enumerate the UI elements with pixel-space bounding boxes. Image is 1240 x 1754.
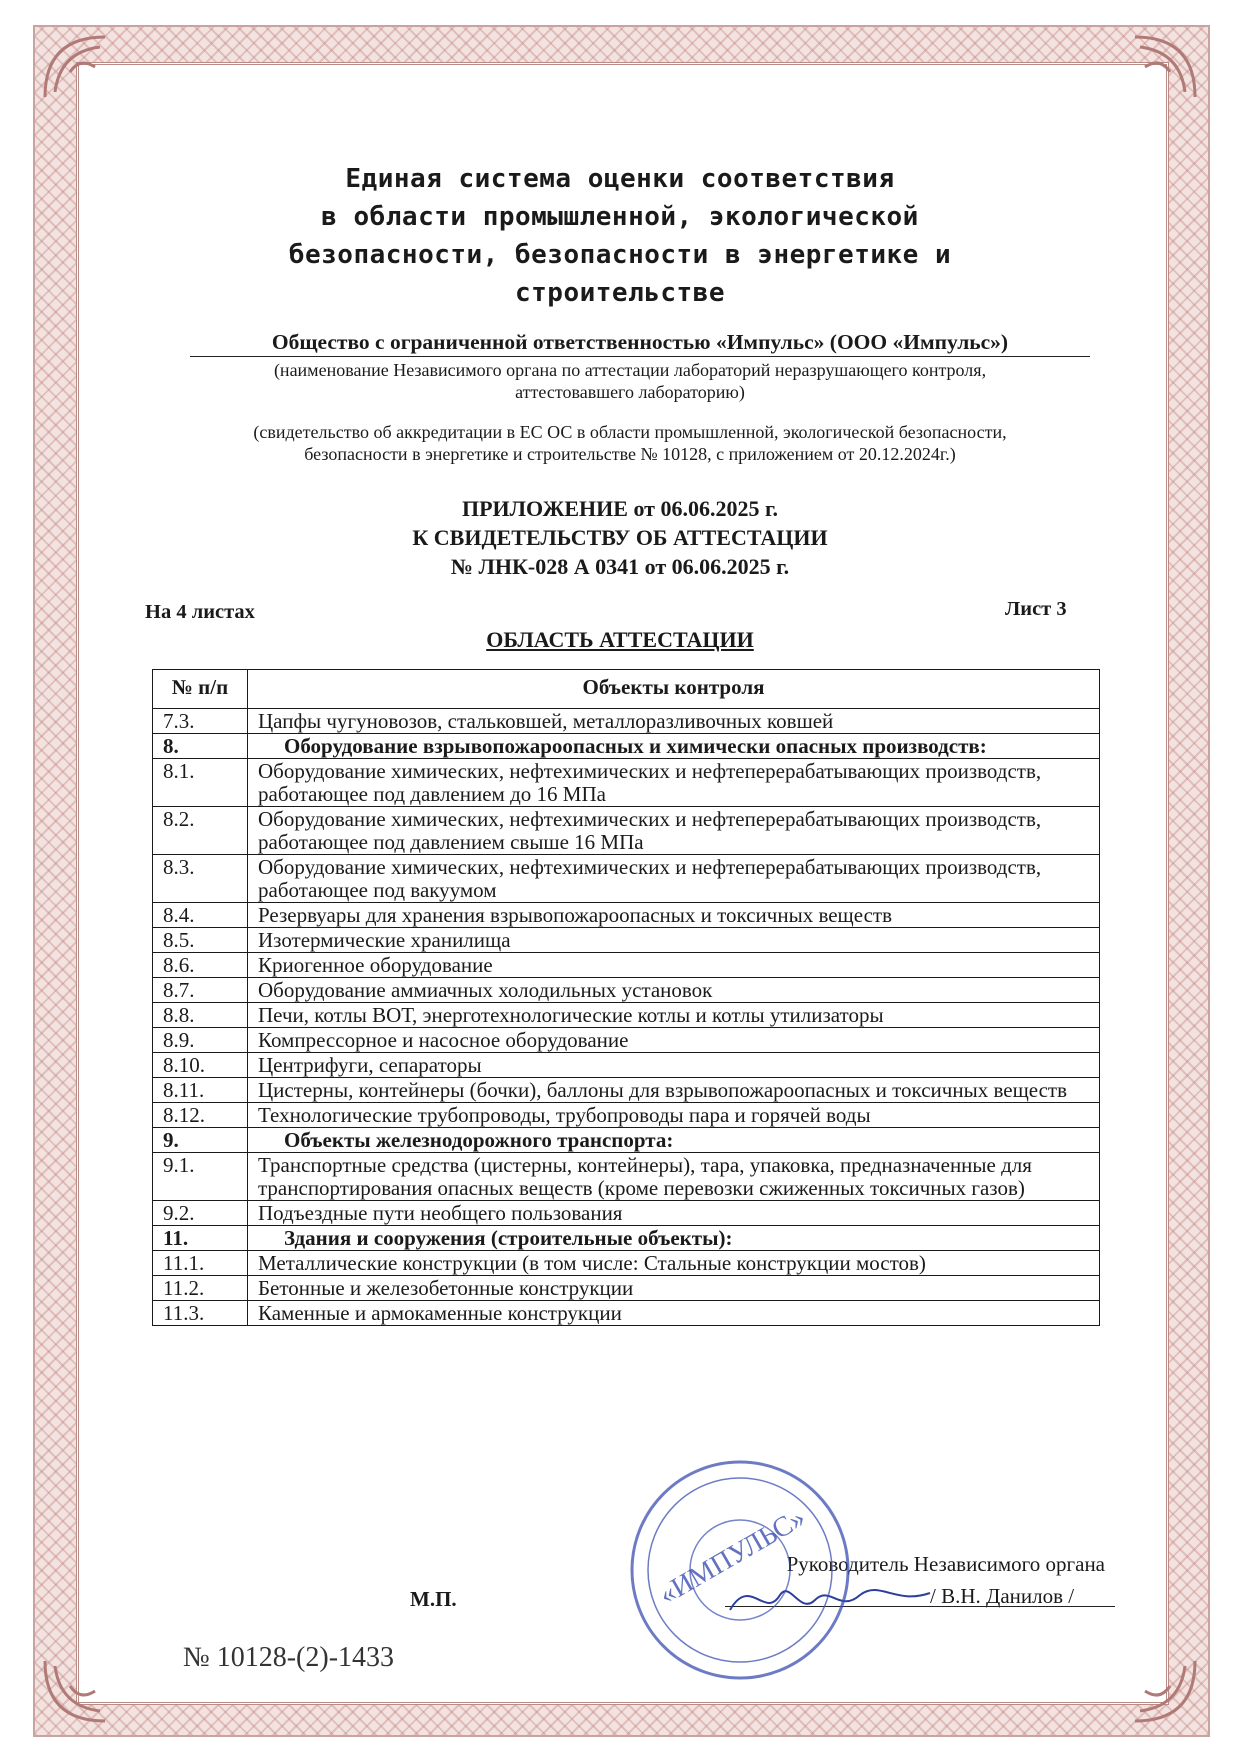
table-row	[153, 855, 1100, 903]
row-number: 9.1.	[153, 1153, 248, 1201]
appendix-line-3: № ЛНК-028 А 0341 от 06.06.2025 г.	[450, 554, 790, 579]
accreditation-note-2: безопасности в энергетике и строительстве № 10128, с приложением от 20.12.2024г.)	[304, 444, 956, 464]
table-row	[153, 759, 1100, 807]
row-number: 8.2.	[153, 807, 248, 855]
column-header-number: № п/п	[153, 670, 248, 709]
row-object: Оборудование взрывопожароопасных и химически опасных производств:	[248, 734, 1100, 759]
row-object: Оборудование химических, нефтехимических и нефтеперерабатывающих производств, работающее под давлением свыше 16 МПа	[248, 807, 1100, 855]
row-number: 7.3.	[153, 709, 248, 734]
row-number: 8.12.	[153, 1103, 248, 1128]
row-number: 8.9.	[153, 1028, 248, 1053]
signatory-title: Руководитель Независимого органа	[786, 1552, 1105, 1576]
table-row	[153, 1153, 1100, 1201]
system-heading-line-2: в области промышленной, экологической	[321, 202, 919, 232]
table-row	[153, 953, 1100, 978]
appendix-title	[200, 494, 1040, 581]
table-row	[153, 807, 1100, 855]
row-number: 8.10.	[153, 1053, 248, 1078]
row-number: 9.2.	[153, 1201, 248, 1226]
stamp-label: «ИМПУЛЬС»	[653, 1502, 811, 1611]
row-number: 8.6.	[153, 953, 248, 978]
table-row	[153, 903, 1100, 928]
sheet-number: Лист 3	[1005, 598, 1067, 620]
row-number: 8.11.	[153, 1078, 248, 1103]
row-number: 8.7.	[153, 978, 248, 1003]
registration-number: № 10128-(2)-1433	[183, 1642, 395, 1673]
row-object: Цапфы чугуновозов, стальковшей, металлоразливочных ковшей	[248, 709, 1100, 734]
appendix-line-2: К СВИДЕТЕЛЬСТВУ ОБ АТТЕСТАЦИИ	[412, 525, 828, 550]
table-row	[153, 928, 1100, 953]
system-heading-line-4: строительстве	[515, 278, 725, 308]
row-number: 8.5.	[153, 928, 248, 953]
table-row	[153, 1078, 1100, 1103]
organization-stamp	[625, 1455, 855, 1685]
row-object: Оборудование аммиачных холодильных установок	[248, 978, 1100, 1003]
row-object: Каменные и армокаменные конструкции	[248, 1301, 1100, 1326]
ornament-icon	[1130, 32, 1200, 102]
row-object: Здания и сооружения (строительные объекты):	[248, 1226, 1100, 1251]
row-number: 8.4.	[153, 903, 248, 928]
row-object: Центрифуги, сепараторы	[248, 1053, 1100, 1078]
organization-caption-2: аттестовавшего лабораторию)	[515, 382, 745, 402]
row-number: 11.3.	[153, 1301, 248, 1326]
table-row	[153, 1201, 1100, 1226]
row-number: 11.	[153, 1226, 248, 1251]
row-object: Технологические трубопроводы, трубопроводы пара и горячей воды	[248, 1103, 1100, 1128]
row-object: Оборудование химических, нефтехимических и нефтеперерабатывающих производств, работающее под вакуумом	[248, 855, 1100, 903]
row-number: 11.2.	[153, 1276, 248, 1301]
row-object: Транспортные средства (цистерны, контейнеры), тара, упаковка, предназначенные для транспортирования опасных веществ (кроме перевозки сжиженных токсичных газов)	[248, 1153, 1100, 1201]
row-object: Объекты железнодорожного транспорта:	[248, 1128, 1100, 1153]
column-header-objects: Объекты контроля	[248, 670, 1100, 709]
scope-table	[152, 669, 1100, 1326]
table-row	[153, 1103, 1100, 1128]
row-object: Цистерны, контейнеры (бочки), баллоны для взрывопожароопасных и токсичных веществ	[248, 1078, 1100, 1103]
row-number: 8.3.	[153, 855, 248, 903]
ornament-icon	[40, 32, 110, 102]
row-object: Криогенное оборудование	[248, 953, 1100, 978]
table-row	[153, 1003, 1100, 1028]
row-object: Подъездные пути необщего пользования	[248, 1201, 1100, 1226]
ornament-icon	[1130, 1656, 1200, 1726]
table-row	[153, 1053, 1100, 1078]
appendix-line-1: ПРИЛОЖЕНИЕ от 06.06.2025 г.	[462, 496, 778, 521]
row-number: 9.	[153, 1128, 248, 1153]
table-row	[153, 709, 1100, 734]
row-number: 8.	[153, 734, 248, 759]
row-object: Бетонные и железобетонные конструкции	[248, 1276, 1100, 1301]
row-number: 11.1.	[153, 1251, 248, 1276]
table-row	[153, 734, 1100, 759]
table-row	[153, 1251, 1100, 1276]
table-row	[153, 1276, 1100, 1301]
organization-caption-1: (наименование Независимого органа по аттестации лабораторий неразрушающего контроля,	[273, 360, 987, 380]
row-object: Металлические конструкции (в том числе: Стальные конструкции мостов)	[248, 1251, 1100, 1276]
seal-place-label: М.П.	[410, 1587, 457, 1611]
table-row	[153, 1028, 1100, 1053]
table-row	[153, 1301, 1100, 1326]
table-header-row	[153, 670, 1100, 709]
table-row	[153, 978, 1100, 1003]
ornament-icon	[40, 1656, 110, 1726]
organization-name: Общество с ограниченной ответственностью «Импульс» (ООО «Импульс»)	[190, 330, 1090, 357]
row-object: Оборудование химических, нефтехимических и нефтеперерабатывающих производств, работающее под давлением до 16 МПа	[248, 759, 1100, 807]
system-heading-line-3: безопасности, безопасности в энергетике и	[288, 240, 952, 270]
row-object: Изотермические хранилища	[248, 928, 1100, 953]
system-heading-line-1: Единая система оценки соответствия	[345, 164, 895, 194]
sheets-total: На 4 листах	[145, 601, 255, 623]
row-object: Компрессорное и насосное оборудование	[248, 1028, 1100, 1053]
signatory-name: / В.Н. Данилов /	[930, 1584, 1075, 1608]
row-object: Печи, котлы ВОТ, энерготехнологические котлы и котлы утилизаторы	[248, 1003, 1100, 1028]
area-title: ОБЛАСТЬ АТТЕСТАЦИИ	[486, 627, 754, 652]
row-number: 8.8.	[153, 1003, 248, 1028]
table-row	[153, 1226, 1100, 1251]
row-object: Резервуары для хранения взрывопожароопасных и токсичных веществ	[248, 903, 1100, 928]
accreditation-note-1: (свидетельство об аккредитации в ЕС ОС в области промышленной, экологической безопасности,	[253, 422, 1007, 442]
table-row	[153, 1128, 1100, 1153]
row-number: 8.1.	[153, 759, 248, 807]
